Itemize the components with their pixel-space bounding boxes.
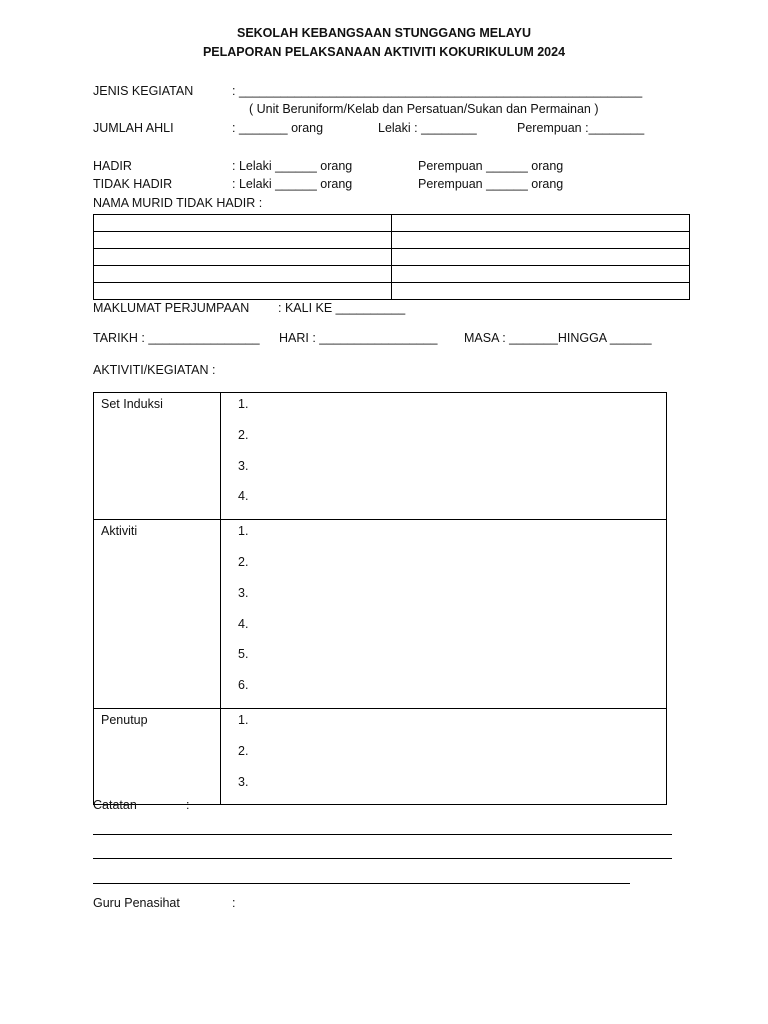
hari-field[interactable]: HARI : _________________ [279, 331, 438, 345]
table-cell[interactable] [392, 232, 690, 249]
jumlah-ahli-label: JUMLAH AHLI [93, 121, 174, 135]
jumlah-ahli-field[interactable]: : _______ orang [232, 121, 324, 135]
form-title: PELAPORAN PELAKSANAAN AKTIVITI KOKURIKULUM 2024 [202, 45, 566, 59]
catatan-line-2[interactable] [93, 858, 672, 859]
section-label-cell [94, 520, 221, 709]
list-item[interactable]: 2. [238, 743, 249, 758]
section-label-cell [94, 708, 221, 804]
jenis-kegiatan-label: JENIS KEGIATAN [93, 84, 194, 98]
list-item[interactable]: 3. [238, 585, 249, 600]
list-item[interactable]: 6. [238, 678, 249, 693]
activity-table [93, 392, 667, 805]
section-label-cell [94, 393, 221, 520]
table-row [94, 232, 690, 249]
item-list [221, 393, 666, 519]
list-item[interactable]: 1. [238, 524, 249, 539]
absent-students-table [93, 214, 690, 300]
section-items-cell[interactable] [221, 520, 667, 709]
table-cell[interactable] [94, 283, 392, 300]
jenis-kegiatan-hint: ( Unit Beruniform/Kelab dan Persatuan/Sukan dan Permainan ) [249, 102, 599, 116]
guru-penasihat-colon: : [232, 896, 236, 910]
jumlah-perempuan-field[interactable]: Perempuan :________ [517, 121, 645, 135]
table-cell[interactable] [94, 232, 392, 249]
section-label: Set Induksi [101, 397, 163, 411]
section-row-penutup [94, 708, 667, 804]
catatan-line-3[interactable] [93, 883, 630, 884]
table-row [94, 249, 690, 266]
list-item[interactable]: 1. [238, 397, 249, 411]
list-item[interactable]: 5. [238, 647, 249, 662]
section-items-cell[interactable] [221, 393, 667, 520]
list-item[interactable]: 3. [238, 458, 249, 473]
tidak-hadir-lelaki-field[interactable]: : Lelaki ______ orang [232, 177, 353, 191]
section-row-aktiviti [94, 520, 667, 709]
kali-ke-field[interactable]: : KALI KE __________ [278, 301, 406, 315]
item-list [221, 709, 666, 804]
perjumpaan-label: MAKLUMAT PERJUMPAAN [93, 301, 250, 315]
section-row-set-induksi [94, 393, 667, 520]
table-cell[interactable] [94, 215, 392, 232]
list-item[interactable]: 4. [238, 489, 249, 504]
tidak-hadir-label: TIDAK HADIR [93, 177, 173, 191]
table-cell[interactable] [392, 283, 690, 300]
list-item[interactable]: 3. [238, 774, 249, 789]
table-cell[interactable] [94, 249, 392, 266]
jumlah-lelaki-field[interactable]: Lelaki : ________ [378, 121, 477, 135]
masa-field[interactable]: MASA : _______HINGGA ______ [464, 331, 652, 345]
list-item[interactable]: 4. [238, 616, 249, 631]
table-cell[interactable] [94, 266, 392, 283]
school-name: SEKOLAH KEBANGSAAN STUNGGANG MELAYU [236, 26, 531, 40]
hadir-lelaki-field[interactable]: : Lelaki ______ orang [232, 159, 353, 173]
aktiviti-kegiatan-label: AKTIVITI/KEGIATAN : [93, 363, 216, 377]
list-item[interactable]: 1. [238, 712, 249, 727]
tidak-hadir-perempuan-field[interactable]: Perempuan ______ orang [418, 177, 564, 191]
section-items-cell[interactable] [221, 708, 667, 804]
table-row [94, 215, 690, 232]
tarikh-field[interactable]: TARIKH : ________________ [93, 331, 260, 345]
hadir-perempuan-field[interactable]: Perempuan ______ orang [418, 159, 564, 173]
jenis-kegiatan-field[interactable]: : __________________________________________________________ [232, 84, 643, 98]
catatan-label: Catatan [93, 798, 137, 812]
table-cell[interactable] [392, 249, 690, 266]
table-cell[interactable] [392, 215, 690, 232]
list-item[interactable]: 2. [238, 427, 249, 442]
table-cell[interactable] [392, 266, 690, 283]
hadir-label: HADIR [93, 159, 132, 173]
section-label: Penutup [101, 712, 148, 727]
item-list [221, 520, 666, 708]
nama-tidak-hadir-label: NAMA MURID TIDAK HADIR : [93, 196, 263, 210]
table-row [94, 283, 690, 300]
guru-penasihat-label: Guru Penasihat [93, 896, 180, 910]
list-item[interactable]: 2. [238, 554, 249, 569]
table-row [94, 266, 690, 283]
section-label: Aktiviti [101, 524, 138, 539]
catatan-line-1[interactable] [93, 834, 672, 835]
catatan-colon: : [186, 798, 190, 812]
